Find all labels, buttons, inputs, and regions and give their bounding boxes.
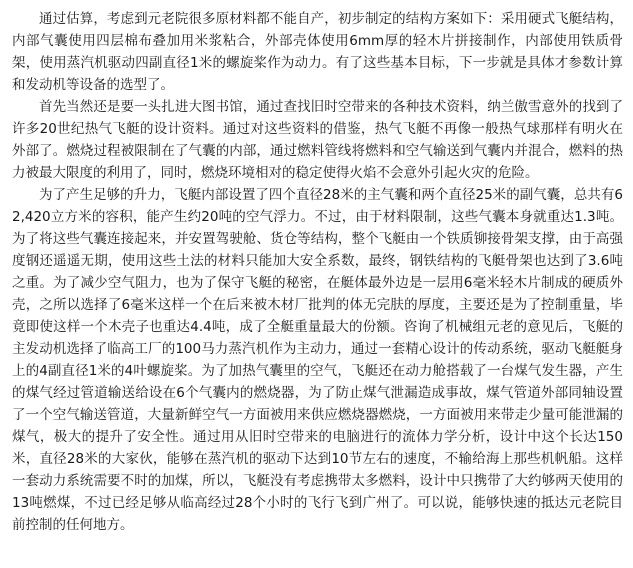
paragraph-structure-plan: 通过估算，考虑到元老院很多原材料都不能自产，初步制定的结构方案如下：采用硬式飞艇结构，内部气囊使用四层棉布叠加用米浆粘合，外部壳体使用6mm厚的轻木片拼接制作，内部使用铁质骨架，使用蒸汽机驱动四副直径1米的螺旋桨作为动力。有了这些基本目标，下一步就是具体才参数计算和发动机等设备的选型了。	[12, 11, 623, 93]
paragraph-library-research: 首先当然还是要一头扎进大图书馆，通过查找旧时空带来的各种技术资料，纳兰傲雪意外的找到了许多20世纪热气飞艇的设计资料。通过对这些资料的借鉴，热气飞艇不再像一般热气球那样有明火在外部了。燃烧过程被限制在了气囊的内部，通过燃料管线将燃料和空气输送到气囊内并混合，燃料的热力被最大限度的利用了，同时，燃烧环境相对的稳定使得火焰不会意外引起火灾的危险。	[12, 99, 623, 181]
paragraph-airship-design: 为了产生足够的升力，飞艇内部设置了四个直径28米的主气囊和两个直径25米的副气囊，总共有62,420立方米的容积，能产生约20吨的空气浮力。不过，由于材料限制，这些气囊本身就重达1.3吨。为了将这些气囊连接起来，并安置驾驶舱、货仓等结构，整个飞艇由一个铁质铆接骨架支撑，由于高强度钢还遥遥无期，使用这些土法的材料只能加大安全系数，最终，钢铁结构的飞艇骨架也达到了3.6吨之重。为了减少空气阻力，也为了保守飞艇的秘密，在艇体最外边是一层用6毫米轻木片制成的硬质外壳，之所以选择了6毫米这样一个在后来被木材厂批判的体无完肤的厚度，主要还是为了控制重量，毕竟即使这样一个木壳子也重达4.4吨，成了全艇重量最大的份额。咨询了机械组元老的意见后，飞艇的主发动机选择了临高工厂的100马力蒸汽机作为主动力，通过一套精心设计的传动系统，驱动飞艇艇身上的4副直径1米的4叶螺旋桨。为了加热气囊里的空气，飞艇还在动力舱搭载了一台煤气发生器，产生的煤气经过管道输送给设在6个气囊内的燃烧器，为了防止煤气泄漏造成事故，煤气管道外部同轴设置了一个空气输送管道，大量新鲜空气一方面被用来供应燃烧器燃烧，一方面被用来带走少量可能泄漏的煤气，极大的提升了安全性。通过用从旧时空带来的电脑进行的流体力学分析，设计中这个长达150米，直径28米的大家伙，能够在蒸汽机的驱动下达到10节左右的速度，不输给海上那些机帆船。这样一套动力系统需要不时的加煤，所以，飞艇没有考虑携带太多燃料，设计中只携带了大约够两天使用的13吨燃煤，不过已经足够从临高经过28个小时的飞行飞到广州了。可以说，能够快速的抵达元老院目前控制的任何地方。	[12, 187, 623, 533]
